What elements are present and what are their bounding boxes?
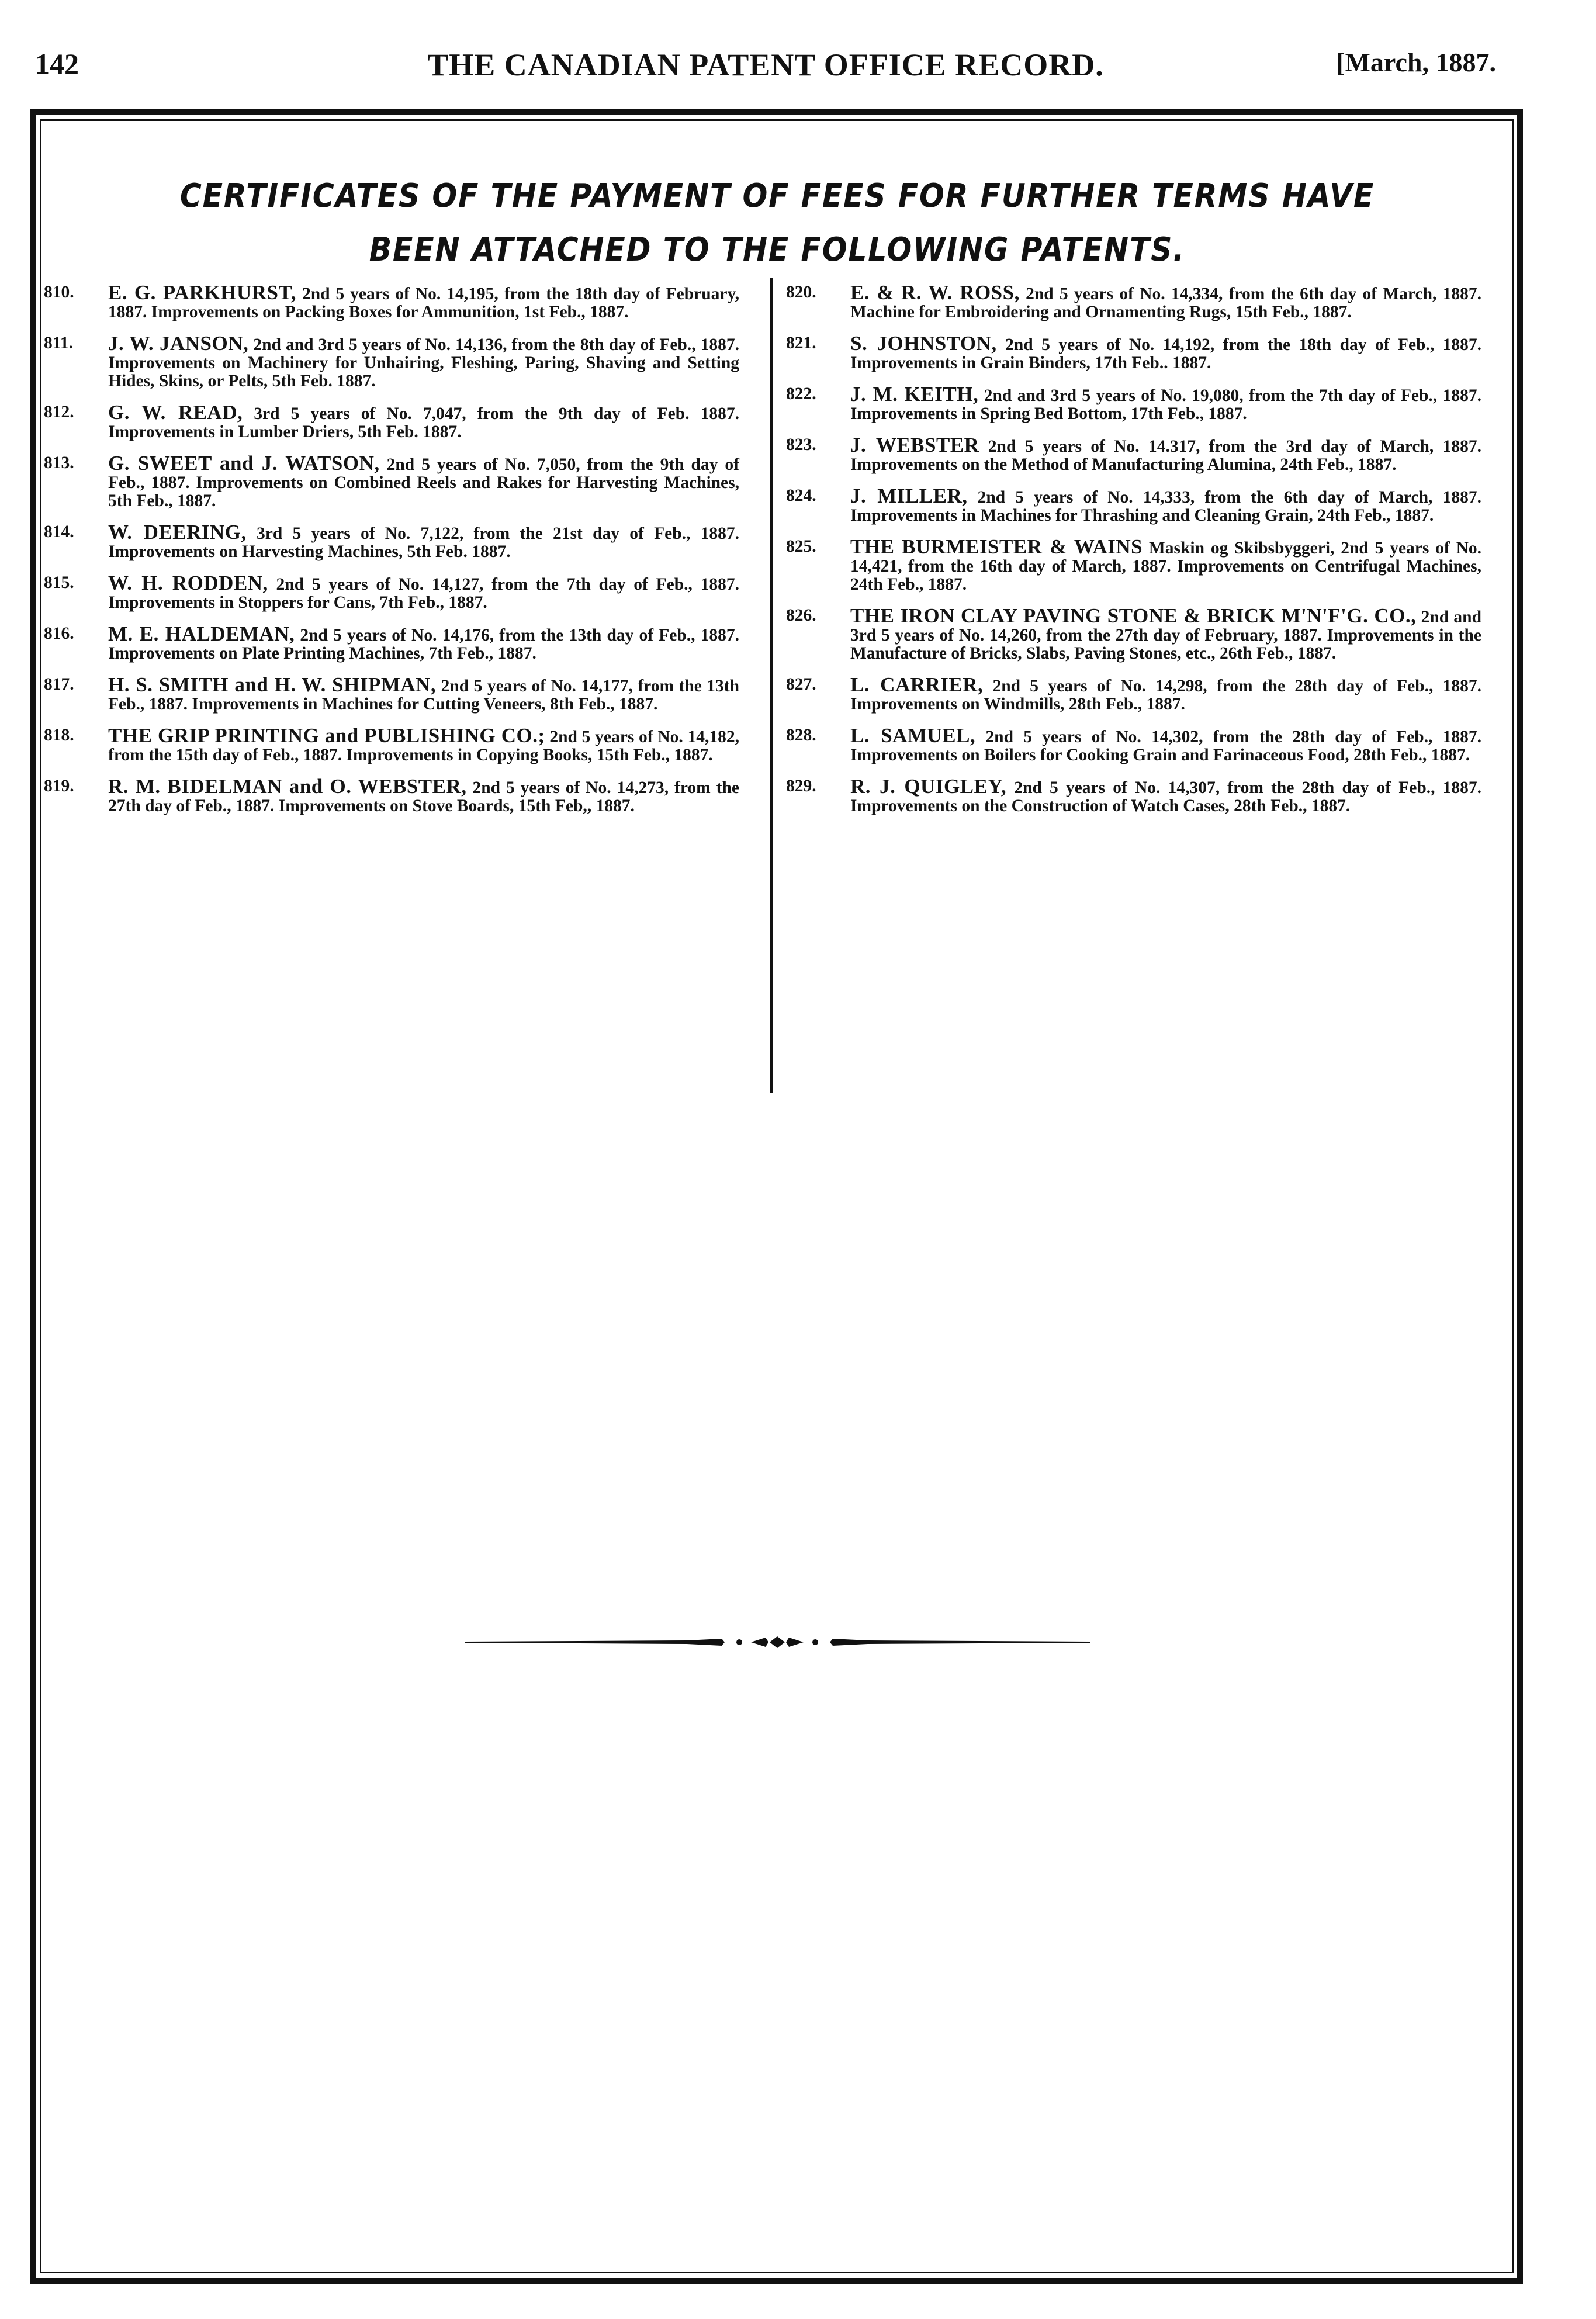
- entry-patentee: THE GRIP PRINTING and PUBLISHING CO.;: [108, 724, 545, 747]
- entry-text: 2nd 5 years of No. 14,334, from the 6th day of March, 1887. Machine for Embroidering and Ornamenting Rugs, 15th Feb., 1887.: [850, 285, 1481, 321]
- entry-patentee: L. SAMUEL,: [850, 724, 976, 747]
- entry-text: 2nd 5 years of No. 7,050, from the 9th day of Feb., 1887. Improvements on Combined Reels and Rakes for Harvesting Machines, 5th Feb., 1887.: [108, 455, 739, 510]
- entry-patentee: W. H. RODDEN,: [108, 572, 268, 594]
- entry-number: 825.: [786, 537, 816, 556]
- entry-text: 2nd 5 years of No. 14,302, from the 28th day of Feb., 1887. Improvements on Boilers for Cooking Grain and Farinaceous Food, 28th Feb., 1887.: [850, 728, 1481, 764]
- entry-number: 812.: [44, 403, 74, 421]
- patent-entry: [786, 726, 1481, 764]
- patent-entry: [786, 385, 1481, 423]
- entry-text: 2nd 5 years of No. 14,176, from the 13th day of Feb., 1887. Improvements on Plate Printing Machines, 7th Feb., 1887.: [108, 626, 740, 663]
- entry-patentee: J. W. JANSON,: [108, 332, 249, 355]
- entry-number: 827.: [786, 675, 816, 694]
- entry-patentee: S. JOHNSTON,: [850, 332, 997, 355]
- entry-number: 820.: [786, 283, 816, 302]
- patent-entry: [44, 622, 740, 663]
- entry-patentee: THE BURMEISTER & WAINS: [850, 535, 1143, 558]
- patent-entry: [44, 726, 739, 764]
- entry-text: Maskin og Skibsbyggeri, 2nd 5 years of No. 14,421, from the 16th day of March, 1887. Improvements on Centrifugal Machines, 24th Feb., 1887.: [850, 539, 1481, 594]
- entry-number: 822.: [786, 385, 816, 403]
- entry-number: 821.: [786, 334, 816, 352]
- right-column: [786, 283, 1481, 828]
- entry-number: 819.: [44, 777, 74, 795]
- entry-patentee: R. J. QUIGLEY,: [850, 775, 1007, 798]
- patent-entry: [786, 673, 1481, 714]
- entry-text: 2nd 5 years of No. 14,307, from the 28th day of Feb., 1887. Improvements on the Construction of Watch Cases, 28th Feb., 1887.: [850, 778, 1482, 815]
- entry-text: 2nd and 3rd 5 years of No. 19,080, from the 7th day of Feb., 1887. Improvements in Spring Bed Bottom, 17th Feb., 1887.: [850, 386, 1482, 423]
- entry-text: 2nd 5 years of No. 14,298, from the 28th day of Feb., 1887. Improvements on Windmills, 28th Feb., 1887.: [850, 677, 1481, 714]
- left-column: [44, 283, 739, 828]
- entry-patentee: J. WEBSTER: [850, 434, 979, 456]
- entry-text: 2nd 5 years of No. 14,273, from the 27th day of Feb., 1887. Improvements on Stove Boards, 15th Feb,, 1887.: [108, 778, 739, 815]
- entry-number: 829.: [786, 777, 816, 795]
- patent-entry: [44, 334, 739, 390]
- patent-entry: [44, 283, 739, 321]
- patent-entry: [44, 777, 739, 815]
- entry-patentee: J. M. KEITH,: [850, 383, 979, 406]
- entry-text: 3rd 5 years of No. 7,122, from the 21st day of Feb., 1887. Improvements on Harvesting Machines, 5th Feb. 1887.: [108, 524, 739, 561]
- patent-entry: [786, 436, 1481, 474]
- journal-title: THE CANADIAN PATENT OFFICE RECORD.: [427, 47, 1104, 82]
- patent-entry: [44, 673, 740, 714]
- patent-entry: [786, 484, 1482, 525]
- entry-text: 2nd 5 years of No. 14,192, from the 18th day of Feb., 1887. Improvements in Grain Binders, 17th Feb.. 1887.: [850, 335, 1481, 372]
- entry-patentee: G. SWEET and J. WATSON,: [108, 452, 380, 475]
- entry-text: 3rd 5 years of No. 7,047, from the 9th day of Feb. 1887. Improvements in Lumber Driers, 5th Feb. 1887.: [108, 404, 739, 441]
- patent-entry: [44, 403, 739, 441]
- section-heading: CERTIFICATES OF THE PAYMENT OF FEES FOR FURTHER TERMS HAVE BEEN ATTACHED TO THE FOLLOWING PATENTS.: [179, 177, 1375, 269]
- page-number: 142: [35, 47, 79, 80]
- entry-number: 818.: [44, 726, 74, 745]
- patent-entry: [44, 574, 739, 612]
- entry-number: 817.: [44, 675, 74, 694]
- patent-entry: [786, 334, 1481, 372]
- entry-number: 815.: [44, 573, 74, 592]
- column-divider: [770, 278, 773, 1093]
- entry-text: 2nd 5 years of No. 14,195, from the 18th day of February, 1887. Improvements on Packing Boxes for Ammunition, 1st Feb., 1887.: [108, 285, 739, 321]
- entry-patentee: E. G. PARKHURST,: [108, 281, 297, 304]
- entry-patentee: W. DEERING,: [108, 521, 247, 544]
- entry-text: 2nd 5 years of No. 14,177, from the 13th Feb., 1887. Improvements in Machines for Cutting Veneers, 8th Feb., 1887.: [108, 677, 740, 714]
- entry-number: 828.: [786, 726, 816, 745]
- patent-entry: [44, 454, 739, 510]
- patent-entry: [786, 535, 1481, 594]
- entry-text: 2nd 5 years of No. 14.317, from the 3rd day of March, 1887. Improvements on the Method of Manufacturing Alumina, 24th Feb., 1887.: [850, 437, 1481, 474]
- entry-number: 816.: [44, 624, 74, 643]
- entry-patentee: G. W. READ,: [108, 401, 243, 424]
- entry-text: 2nd 5 years of No. 14,127, from the 7th day of Feb., 1887. Improvements in Stoppers for Cans, 7th Feb., 1887.: [108, 575, 740, 612]
- entry-patentee: J. MILLER,: [850, 484, 968, 507]
- patent-entry: [786, 777, 1481, 815]
- entry-patentee: H. S. SMITH and H. W. SHIPMAN,: [108, 673, 437, 696]
- entry-number: 810.: [44, 283, 74, 302]
- issue-date: [March, 1887.: [1336, 47, 1496, 77]
- entry-number: 826.: [786, 606, 816, 625]
- patent-entry: [786, 283, 1481, 321]
- entry-text: 2nd 5 years of No. 14,333, from the 6th day of March, 1887. Improvements in Machines for Thrashing and Cleaning Grain, 24th Feb., 1887.: [850, 488, 1482, 525]
- entry-text: 2nd and 3rd 5 years of No. 14,136, from the 8th day of Feb., 1887. Improvements on Machinery for Unhairing, Fleshing, Paring, Shaving and Setting Hides, Skins, or Pelts, 5th Feb. 1887.: [108, 335, 740, 390]
- entry-patentee: E. & R. W. ROSS,: [850, 281, 1020, 304]
- patent-entry: [786, 604, 1481, 663]
- entry-text: 2nd and 3rd 5 years of No. 14,260, from the 27th day of February, 1887. Improvements in the Manufacture of Bricks, Slabs, Paving Stones, etc., 26th Feb., 1887.: [850, 608, 1481, 663]
- entry-number: 813.: [44, 454, 74, 472]
- entry-number: 811.: [44, 334, 73, 352]
- entry-patentee: R. M. BIDELMAN and O. WEBSTER,: [108, 775, 467, 798]
- entry-number: 814.: [44, 522, 74, 541]
- entry-number: 823.: [786, 435, 816, 454]
- entry-patentee: L. CARRIER,: [850, 673, 984, 696]
- entry-patentee: M. E. HALDEMAN,: [108, 622, 295, 645]
- entry-text: 2nd 5 years of No. 14,182, from the 15th day of Feb., 1887. Improvements in Copying Books, 15th Feb., 1887.: [108, 728, 740, 764]
- entry-number: 824.: [786, 486, 816, 505]
- printers-rule-ornament-icon: [465, 1631, 1090, 1654]
- running-head: [35, 47, 1496, 88]
- entry-patentee: THE IRON CLAY PAVING STONE & BRICK M'N'F'G. CO.,: [850, 604, 1417, 627]
- patent-entry: [44, 523, 739, 561]
